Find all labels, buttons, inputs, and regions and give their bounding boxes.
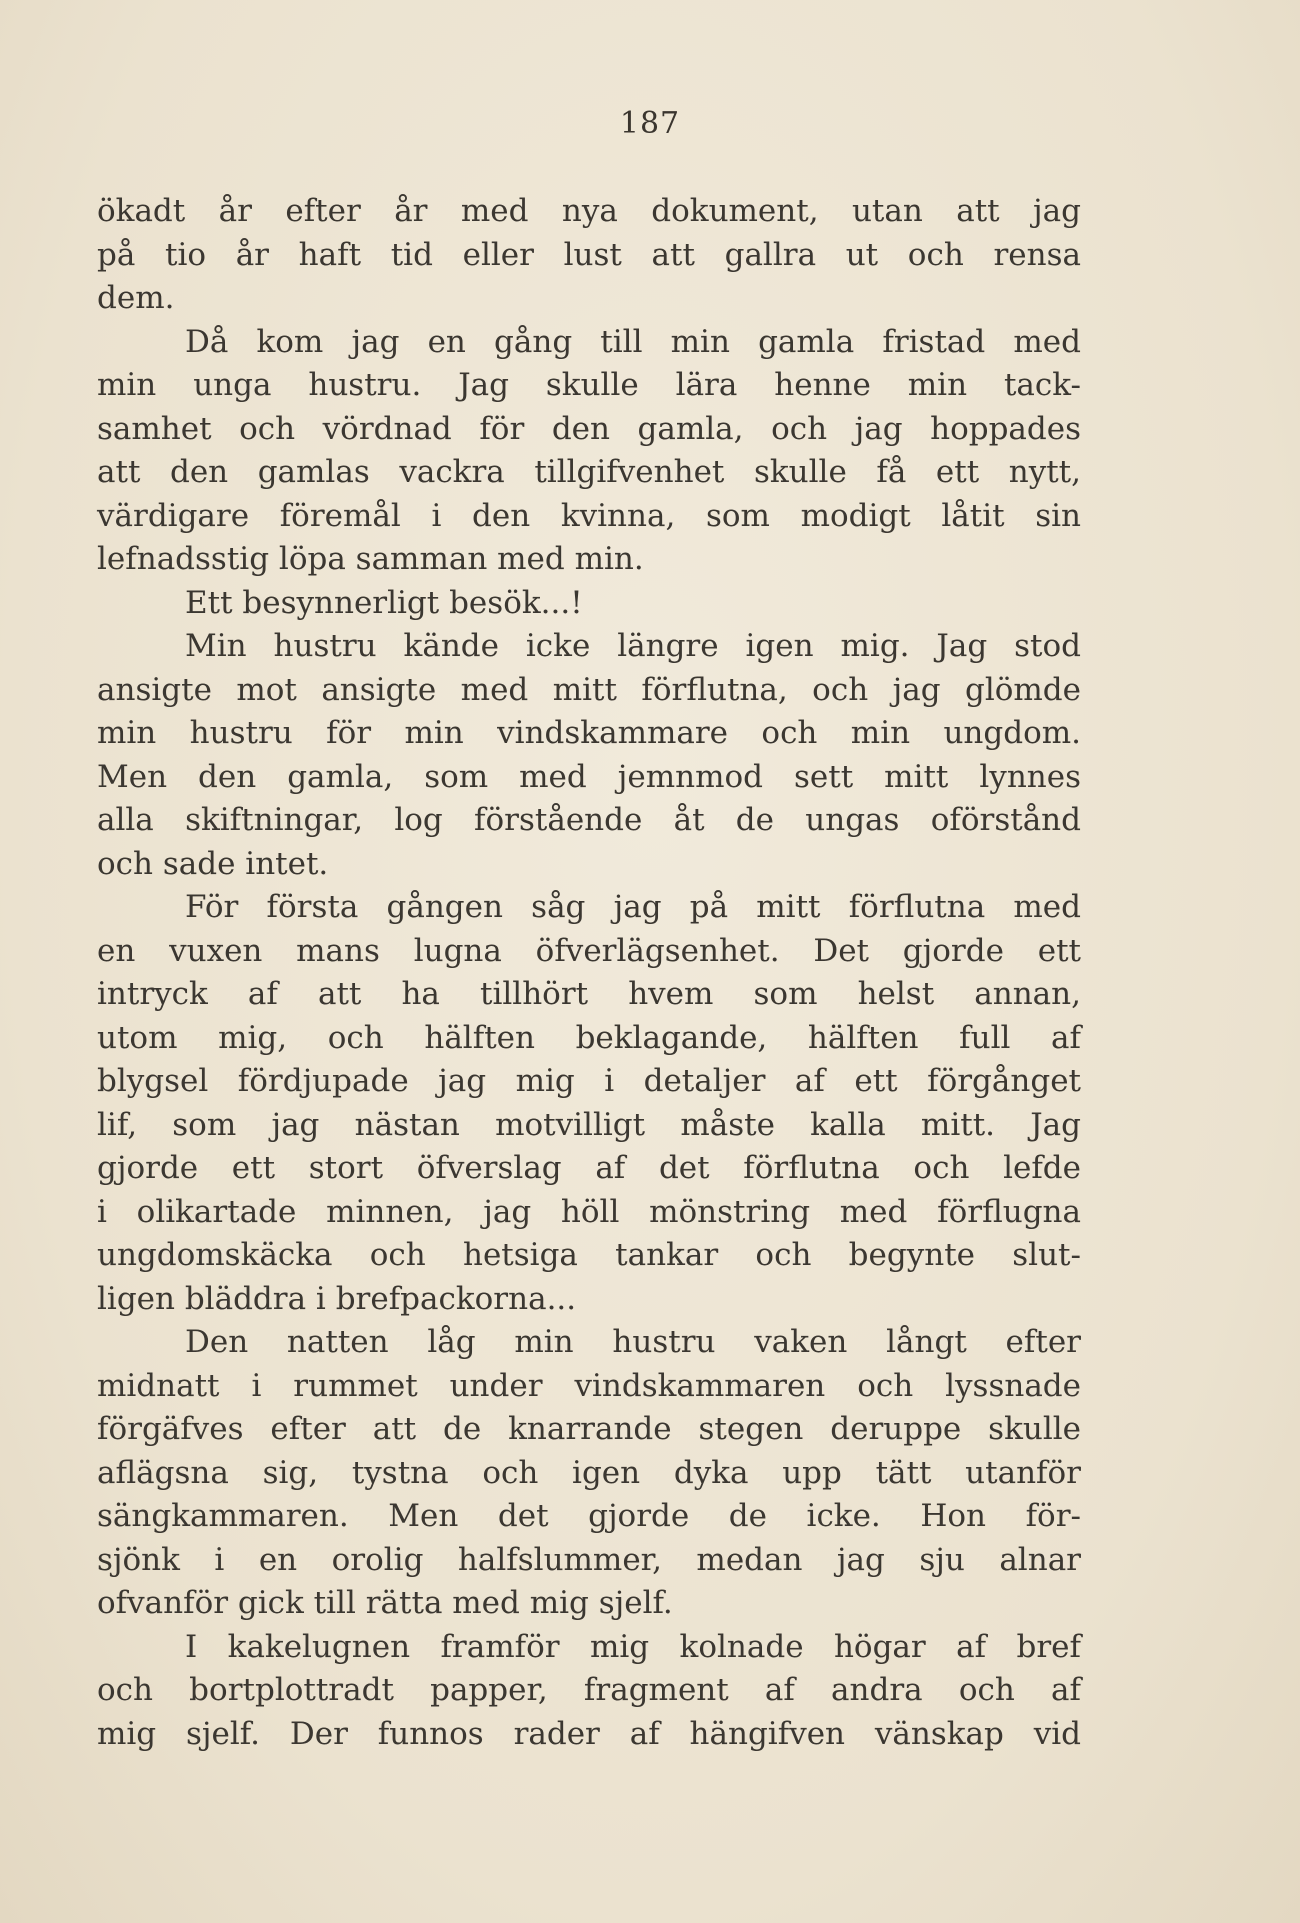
text-line: Min hustru kände icke längre igen mig. Jag stod xyxy=(185,628,1081,664)
text-line: Men den gamla, som med jemnmod sett mitt lynnes xyxy=(97,758,1081,795)
body-text xyxy=(97,190,1081,1756)
text-line: ansigte mot ansigte med mitt förflutna, och jag glömde xyxy=(97,671,1081,708)
text-line: ligen bläddra i brefpackorna... xyxy=(97,1280,577,1317)
text-line: midnatt i rummet under vindskammaren och lyssnade xyxy=(97,1367,1081,1404)
text-line: intryck af att ha tillhört hvem som helst annan, xyxy=(97,976,1081,1012)
text-line: dem. xyxy=(97,280,175,316)
text-line: utom mig, och hälften beklagande, hälften full af xyxy=(97,1019,1081,1056)
text-line: förgäfves efter att de knarrande stegen deruppe skulle xyxy=(97,1411,1081,1447)
text-line: alla skiftningar, log förstående åt de ungas oförstånd xyxy=(97,802,1081,838)
text-line: mig sjelf. Der funnos rader af hängifven vänskap vid xyxy=(97,1715,1081,1752)
text-line: lefnadsstig löpa samman med min. xyxy=(97,541,644,577)
page-number: 187 xyxy=(619,106,681,141)
text-line: ofvanför gick till rätta med mig sjelf. xyxy=(97,1585,673,1621)
text-line: i olikartade minnen, jag höll mönstring med förflugna xyxy=(97,1193,1081,1230)
text-line: I kakelugnen framför mig kolnade högar af bref xyxy=(185,1628,1081,1665)
text-line: att den gamlas vackra tillgifvenhet skulle få ett nytt, xyxy=(97,454,1081,490)
text-line: Den natten låg min hustru vaken långt efter xyxy=(185,1324,1081,1360)
text-line: gjorde ett stort öfverslag af det förflutna och lefde xyxy=(97,1150,1081,1186)
text-line: och bortplottradt papper, fragment af andra och af xyxy=(97,1672,1081,1708)
text-line: aflägsna sig, tystna och igen dyka upp tätt utanför xyxy=(97,1454,1081,1491)
text-line: en vuxen mans lugna öfverlägsenhet. Det gjorde ett xyxy=(97,932,1081,969)
text-line: sjönk i en orolig halfslummer, medan jag sju alnar xyxy=(97,1541,1081,1578)
text-line: ökadt år efter år med nya dokument, utan att jag xyxy=(97,193,1081,229)
text-line: Ett besynnerligt besök...! xyxy=(185,584,583,621)
text-line: Då kom jag en gång till min gamla fristad med xyxy=(185,323,1081,360)
text-line: sängkammaren. Men det gjorde de icke. Hon för- xyxy=(97,1498,1081,1534)
text-line: värdigare föremål i den kvinna, som modigt låtit sin xyxy=(97,497,1081,534)
text-line: blygsel fördjupade jag mig i detaljer af ett förgånget xyxy=(97,1063,1081,1099)
text-line: lif, som jag nästan motvilligt måste kalla mitt. Jag xyxy=(97,1106,1081,1143)
text-line: min hustru för min vindskammare och min ungdom. xyxy=(97,715,1081,751)
text-line: ungdomskäcka och hetsiga tankar och begynte slut- xyxy=(97,1237,1081,1273)
text-line: samhet och vördnad för den gamla, och jag hoppades xyxy=(97,410,1081,447)
text-line: på tio år haft tid eller lust att gallra ut och rensa xyxy=(97,236,1081,273)
text-line: och sade intet. xyxy=(97,845,329,882)
text-line: För första gången såg jag på mitt förflutna med xyxy=(185,889,1081,925)
text-line: min unga hustru. Jag skulle lära henne min tack- xyxy=(97,367,1081,403)
